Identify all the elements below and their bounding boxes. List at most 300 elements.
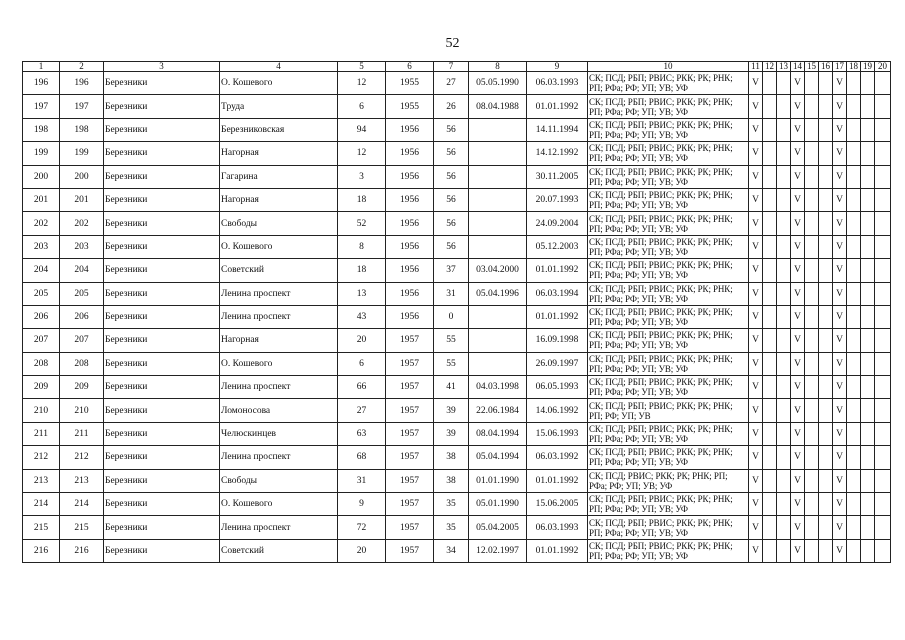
date-8-cell: 03.04.2000 <box>469 259 527 282</box>
mark-20-cell <box>875 188 891 211</box>
year-built-cell: 1957 <box>386 446 434 469</box>
value-7-cell: 56 <box>434 212 469 235</box>
house-number-cell: 66 <box>338 376 386 399</box>
mark-20-cell <box>875 376 891 399</box>
row-index-cell: 200 <box>23 165 60 188</box>
mark-12-cell <box>763 422 777 445</box>
mark-15-cell <box>805 235 819 258</box>
mark-11-cell: V <box>749 399 763 422</box>
house-number-cell: 68 <box>338 446 386 469</box>
row-index-cell: 213 <box>23 469 60 492</box>
mark-17-cell: V <box>833 329 847 352</box>
col-16-header: 16 <box>819 62 833 72</box>
mark-17-cell: V <box>833 118 847 141</box>
col-year-header: 6 <box>386 62 434 72</box>
mark-20-cell <box>875 259 891 282</box>
mark-18-cell <box>847 282 861 305</box>
mark-19-cell <box>861 376 875 399</box>
mark-11-cell: V <box>749 188 763 211</box>
street-cell: Гагарина <box>220 165 338 188</box>
year-built-cell: 1955 <box>386 95 434 118</box>
mark-12-cell <box>763 118 777 141</box>
value-7-cell: 56 <box>434 188 469 211</box>
mark-13-cell <box>777 446 791 469</box>
mark-20-cell <box>875 235 891 258</box>
value-7-cell: 31 <box>434 282 469 305</box>
col-city-header: 3 <box>104 62 220 72</box>
row-id-cell: 205 <box>60 282 104 305</box>
mark-11-cell: V <box>749 235 763 258</box>
mark-13-cell <box>777 235 791 258</box>
house-number-cell: 63 <box>338 422 386 445</box>
col-codes-header: 10 <box>588 62 749 72</box>
date-8-cell: 08.04.1994 <box>469 422 527 445</box>
mark-20-cell <box>875 95 891 118</box>
col-7-header: 7 <box>434 62 469 72</box>
mark-12-cell <box>763 446 777 469</box>
codes-cell: СК; ПСД; РБП; РВИС; РКК; РК; РНК; РП; РФа; РФ; УП; УВ; УФ <box>588 282 749 305</box>
table-row <box>23 516 891 539</box>
table-row <box>23 165 891 188</box>
mark-20-cell <box>875 118 891 141</box>
city-cell: Березники <box>104 142 220 165</box>
mark-13-cell <box>777 188 791 211</box>
date-8-cell <box>469 212 527 235</box>
year-built-cell: 1956 <box>386 259 434 282</box>
value-7-cell: 56 <box>434 142 469 165</box>
house-number-cell: 72 <box>338 516 386 539</box>
mark-19-cell <box>861 259 875 282</box>
city-cell: Березники <box>104 165 220 188</box>
codes-cell: СК; ПСД; РБП; РВИС; РКК; РК; РНК; РП; РФа; РФ; УП; УВ; УФ <box>588 235 749 258</box>
value-7-cell: 56 <box>434 165 469 188</box>
page-number: 52 <box>445 36 460 51</box>
mark-19-cell <box>861 188 875 211</box>
mark-14-cell: V <box>791 446 805 469</box>
table-row <box>23 352 891 375</box>
mark-19-cell <box>861 95 875 118</box>
mark-18-cell <box>847 259 861 282</box>
row-id-cell: 196 <box>60 72 104 95</box>
codes-cell: СК; ПСД; РБП; РВИС; РКК; РК; РНК; РП; РФа; РФ; УП; УВ; УФ <box>588 212 749 235</box>
row-index-cell: 197 <box>23 95 60 118</box>
date-8-cell: 01.01.1990 <box>469 469 527 492</box>
mark-15-cell <box>805 305 819 328</box>
mark-11-cell: V <box>749 516 763 539</box>
date-8-cell <box>469 165 527 188</box>
col-18-header: 18 <box>847 62 861 72</box>
table-row <box>23 399 891 422</box>
city-cell: Березники <box>104 282 220 305</box>
mark-16-cell <box>819 305 833 328</box>
row-index-cell: 214 <box>23 493 60 516</box>
header-row <box>23 62 891 72</box>
mark-11-cell: V <box>749 446 763 469</box>
mark-15-cell <box>805 493 819 516</box>
date-8-cell <box>469 142 527 165</box>
col-20-header: 20 <box>875 62 891 72</box>
year-built-cell: 1957 <box>386 493 434 516</box>
row-index-cell: 199 <box>23 142 60 165</box>
house-number-cell: 18 <box>338 188 386 211</box>
mark-12-cell <box>763 305 777 328</box>
mark-12-cell <box>763 399 777 422</box>
street-cell: Ленина проспект <box>220 376 338 399</box>
mark-16-cell <box>819 235 833 258</box>
mark-15-cell <box>805 376 819 399</box>
mark-13-cell <box>777 165 791 188</box>
mark-20-cell <box>875 469 891 492</box>
mark-20-cell <box>875 516 891 539</box>
date-8-cell: 12.02.1997 <box>469 539 527 562</box>
col-17-header: 17 <box>833 62 847 72</box>
city-cell: Березники <box>104 259 220 282</box>
mark-12-cell <box>763 212 777 235</box>
year-built-cell: 1957 <box>386 516 434 539</box>
mark-19-cell <box>861 493 875 516</box>
row-id-cell: 202 <box>60 212 104 235</box>
row-id-cell: 213 <box>60 469 104 492</box>
house-number-cell: 6 <box>338 352 386 375</box>
mark-18-cell <box>847 539 861 562</box>
mark-14-cell: V <box>791 539 805 562</box>
row-id-cell: 201 <box>60 188 104 211</box>
mark-19-cell <box>861 422 875 445</box>
house-number-cell: 20 <box>338 329 386 352</box>
col-14-header: 14 <box>791 62 805 72</box>
mark-19-cell <box>861 282 875 305</box>
mark-19-cell <box>861 352 875 375</box>
table-row <box>23 95 891 118</box>
mark-14-cell: V <box>791 469 805 492</box>
date-8-cell <box>469 235 527 258</box>
mark-13-cell <box>777 259 791 282</box>
value-7-cell: 0 <box>434 305 469 328</box>
mark-16-cell <box>819 399 833 422</box>
mark-18-cell <box>847 95 861 118</box>
mark-12-cell <box>763 235 777 258</box>
mark-17-cell: V <box>833 142 847 165</box>
mark-14-cell: V <box>791 235 805 258</box>
mark-13-cell <box>777 399 791 422</box>
table-row <box>23 446 891 469</box>
mark-15-cell <box>805 212 819 235</box>
table-row <box>23 212 891 235</box>
col-8-header: 8 <box>469 62 527 72</box>
mark-16-cell <box>819 469 833 492</box>
house-number-cell: 43 <box>338 305 386 328</box>
mark-20-cell <box>875 212 891 235</box>
mark-17-cell: V <box>833 493 847 516</box>
codes-cell: СК; ПСД; РБП; РВИС; РКК; РК; РНК; РП; РФа; РФ; УП; УВ; УФ <box>588 188 749 211</box>
year-built-cell: 1957 <box>386 422 434 445</box>
house-number-cell: 18 <box>338 259 386 282</box>
codes-cell: СК; ПСД; РБП; РВИС; РКК; РК; РНК; РП; РФа; РФ; УП; УВ; УФ <box>588 422 749 445</box>
table-row <box>23 188 891 211</box>
city-cell: Березники <box>104 376 220 399</box>
codes-cell: СК; ПСД; РБП; РВИС; РКК; РК; РНК; РП; РФа; РФ; УП; УВ; УФ <box>588 329 749 352</box>
date-8-cell: 05.04.1996 <box>469 282 527 305</box>
mark-16-cell <box>819 118 833 141</box>
mark-14-cell: V <box>791 95 805 118</box>
date-9-cell: 24.09.2004 <box>527 212 588 235</box>
date-9-cell: 06.05.1993 <box>527 376 588 399</box>
mark-14-cell: V <box>791 422 805 445</box>
year-built-cell: 1956 <box>386 212 434 235</box>
year-built-cell: 1956 <box>386 118 434 141</box>
street-cell: Нагорная <box>220 142 338 165</box>
mark-18-cell <box>847 352 861 375</box>
mark-11-cell: V <box>749 118 763 141</box>
house-number-cell: 12 <box>338 142 386 165</box>
house-number-cell: 9 <box>338 493 386 516</box>
col-15-header: 15 <box>805 62 819 72</box>
mark-11-cell: V <box>749 539 763 562</box>
date-9-cell: 06.03.1993 <box>527 72 588 95</box>
mark-16-cell <box>819 142 833 165</box>
house-number-cell: 27 <box>338 399 386 422</box>
city-cell: Березники <box>104 516 220 539</box>
date-9-cell: 14.11.1994 <box>527 118 588 141</box>
row-id-cell: 208 <box>60 352 104 375</box>
mark-17-cell: V <box>833 259 847 282</box>
date-9-cell: 14.12.1992 <box>527 142 588 165</box>
mark-15-cell <box>805 516 819 539</box>
date-9-cell: 16.09.1998 <box>527 329 588 352</box>
mark-15-cell <box>805 399 819 422</box>
date-8-cell: 04.03.1998 <box>469 376 527 399</box>
mark-15-cell <box>805 469 819 492</box>
mark-13-cell <box>777 212 791 235</box>
mark-13-cell <box>777 282 791 305</box>
codes-cell: СК; ПСД; РБП; РВИС; РКК; РК; РНК; РП; РФа; РФ; УП; УВ; УФ <box>588 118 749 141</box>
mark-20-cell <box>875 422 891 445</box>
mark-15-cell <box>805 95 819 118</box>
mark-18-cell <box>847 329 861 352</box>
city-cell: Березники <box>104 118 220 141</box>
mark-18-cell <box>847 516 861 539</box>
mark-15-cell <box>805 259 819 282</box>
mark-13-cell <box>777 539 791 562</box>
street-cell: Свободы <box>220 212 338 235</box>
city-cell: Березники <box>104 235 220 258</box>
house-number-cell: 20 <box>338 539 386 562</box>
table-row <box>23 235 891 258</box>
row-index-cell: 209 <box>23 376 60 399</box>
value-7-cell: 35 <box>434 493 469 516</box>
mark-18-cell <box>847 446 861 469</box>
date-9-cell: 01.01.1992 <box>527 95 588 118</box>
codes-cell: СК; ПСД; РБП; РВИС; РКК; РК; РНК; РП; РФа; РФ; УП; УВ; УФ <box>588 259 749 282</box>
mark-12-cell <box>763 72 777 95</box>
mark-14-cell: V <box>791 305 805 328</box>
mark-16-cell <box>819 282 833 305</box>
row-id-cell: 210 <box>60 399 104 422</box>
street-cell: О. Кошевого <box>220 493 338 516</box>
mark-15-cell <box>805 118 819 141</box>
value-7-cell: 55 <box>434 352 469 375</box>
mark-18-cell <box>847 399 861 422</box>
row-id-cell: 214 <box>60 493 104 516</box>
mark-19-cell <box>861 235 875 258</box>
table-row <box>23 305 891 328</box>
row-id-cell: 200 <box>60 165 104 188</box>
date-9-cell: 06.03.1993 <box>527 516 588 539</box>
codes-cell: СК; ПСД; РБП; РВИС; РКК; РК; РНК; РП; РФа; РФ; УП; УВ; УФ <box>588 142 749 165</box>
house-number-cell: 8 <box>338 235 386 258</box>
mark-15-cell <box>805 165 819 188</box>
row-id-cell: 197 <box>60 95 104 118</box>
street-cell: Нагорная <box>220 329 338 352</box>
value-7-cell: 38 <box>434 469 469 492</box>
mark-14-cell: V <box>791 118 805 141</box>
col-13-header: 13 <box>777 62 791 72</box>
mark-13-cell <box>777 376 791 399</box>
house-number-cell: 12 <box>338 72 386 95</box>
year-built-cell: 1956 <box>386 305 434 328</box>
mark-11-cell: V <box>749 352 763 375</box>
year-built-cell: 1957 <box>386 352 434 375</box>
mark-11-cell: V <box>749 72 763 95</box>
mark-18-cell <box>847 188 861 211</box>
mark-17-cell: V <box>833 539 847 562</box>
row-index-cell: 201 <box>23 188 60 211</box>
date-8-cell: 05.04.2005 <box>469 516 527 539</box>
row-id-cell: 203 <box>60 235 104 258</box>
mark-16-cell <box>819 188 833 211</box>
city-cell: Березники <box>104 493 220 516</box>
row-index-cell: 204 <box>23 259 60 282</box>
city-cell: Березники <box>104 422 220 445</box>
mark-13-cell <box>777 493 791 516</box>
row-index-cell: 205 <box>23 282 60 305</box>
row-index-cell: 202 <box>23 212 60 235</box>
mark-11-cell: V <box>749 165 763 188</box>
codes-cell: СК; ПСД; РБП; РВИС; РКК; РК; РНК; РП; РФа; РФ; УП; УВ; УФ <box>588 376 749 399</box>
house-number-cell: 13 <box>338 282 386 305</box>
mark-15-cell <box>805 352 819 375</box>
mark-17-cell: V <box>833 399 847 422</box>
mark-18-cell <box>847 142 861 165</box>
row-id-cell: 198 <box>60 118 104 141</box>
mark-17-cell: V <box>833 165 847 188</box>
house-number-cell: 6 <box>338 95 386 118</box>
value-7-cell: 37 <box>434 259 469 282</box>
date-8-cell: 05.05.1990 <box>469 72 527 95</box>
mark-11-cell: V <box>749 142 763 165</box>
house-number-cell: 94 <box>338 118 386 141</box>
mark-14-cell: V <box>791 493 805 516</box>
street-cell: Советский <box>220 259 338 282</box>
mark-19-cell <box>861 142 875 165</box>
house-number-cell: 3 <box>338 165 386 188</box>
street-cell: О. Кошевого <box>220 72 338 95</box>
mark-18-cell <box>847 376 861 399</box>
mark-11-cell: V <box>749 469 763 492</box>
row-index-cell: 206 <box>23 305 60 328</box>
date-9-cell: 14.06.1992 <box>527 399 588 422</box>
mark-15-cell <box>805 329 819 352</box>
row-index-cell: 212 <box>23 446 60 469</box>
date-9-cell: 15.06.2005 <box>527 493 588 516</box>
codes-cell: СК; ПСД; РБП; РВИС; РКК; РК; РНК; РП; РФа; РФ; УП; УВ; УФ <box>588 305 749 328</box>
street-cell: Труда <box>220 95 338 118</box>
codes-cell: СК; ПСД; РБП; РВИС; РКК; РК; РНК; РП; РФа; РФ; УП; УВ; УФ <box>588 72 749 95</box>
mark-14-cell: V <box>791 282 805 305</box>
mark-12-cell <box>763 142 777 165</box>
date-8-cell: 08.04.1988 <box>469 95 527 118</box>
mark-20-cell <box>875 352 891 375</box>
mark-20-cell <box>875 72 891 95</box>
row-index-cell: 210 <box>23 399 60 422</box>
mark-18-cell <box>847 305 861 328</box>
mark-14-cell: V <box>791 516 805 539</box>
mark-19-cell <box>861 516 875 539</box>
mark-16-cell <box>819 352 833 375</box>
date-9-cell: 05.12.2003 <box>527 235 588 258</box>
city-cell: Березники <box>104 72 220 95</box>
date-9-cell: 26.09.1997 <box>527 352 588 375</box>
mark-14-cell: V <box>791 72 805 95</box>
mark-12-cell <box>763 376 777 399</box>
mark-16-cell <box>819 95 833 118</box>
city-cell: Березники <box>104 212 220 235</box>
mark-11-cell: V <box>749 305 763 328</box>
mark-17-cell: V <box>833 305 847 328</box>
row-index-cell: 196 <box>23 72 60 95</box>
street-cell: Ломоносова <box>220 399 338 422</box>
table-row <box>23 469 891 492</box>
mark-16-cell <box>819 376 833 399</box>
codes-cell: СК; ПСД; РБП; РВИС; РКК; РК; РНК; РП; РФа; РФ; УП; УВ; УФ <box>588 352 749 375</box>
mark-20-cell <box>875 305 891 328</box>
value-7-cell: 56 <box>434 235 469 258</box>
row-index-cell: 207 <box>23 329 60 352</box>
mark-17-cell: V <box>833 352 847 375</box>
mark-16-cell <box>819 516 833 539</box>
city-cell: Березники <box>104 469 220 492</box>
mark-19-cell <box>861 118 875 141</box>
table-row <box>23 493 891 516</box>
date-8-cell: 22.06.1984 <box>469 399 527 422</box>
date-8-cell <box>469 305 527 328</box>
mark-12-cell <box>763 352 777 375</box>
street-cell: Челюскинцев <box>220 422 338 445</box>
mark-18-cell <box>847 493 861 516</box>
year-built-cell: 1955 <box>386 72 434 95</box>
mark-18-cell <box>847 235 861 258</box>
value-7-cell: 34 <box>434 539 469 562</box>
col-12-header: 12 <box>763 62 777 72</box>
mark-11-cell: V <box>749 493 763 516</box>
mark-17-cell: V <box>833 212 847 235</box>
col-number-header: 1 <box>23 62 60 72</box>
row-index-cell: 215 <box>23 516 60 539</box>
mark-20-cell <box>875 329 891 352</box>
codes-cell: СК; ПСД; РБП; РВИС; РКК; РК; РНК; РП; РФа; РФ; УП; УВ; УФ <box>588 493 749 516</box>
mark-16-cell <box>819 493 833 516</box>
street-cell: Ленина проспект <box>220 446 338 469</box>
value-7-cell: 26 <box>434 95 469 118</box>
street-cell: Нагорная <box>220 188 338 211</box>
mark-19-cell <box>861 305 875 328</box>
mark-16-cell <box>819 329 833 352</box>
date-8-cell <box>469 118 527 141</box>
mark-20-cell <box>875 282 891 305</box>
mark-18-cell <box>847 165 861 188</box>
mark-17-cell: V <box>833 446 847 469</box>
mark-11-cell: V <box>749 95 763 118</box>
